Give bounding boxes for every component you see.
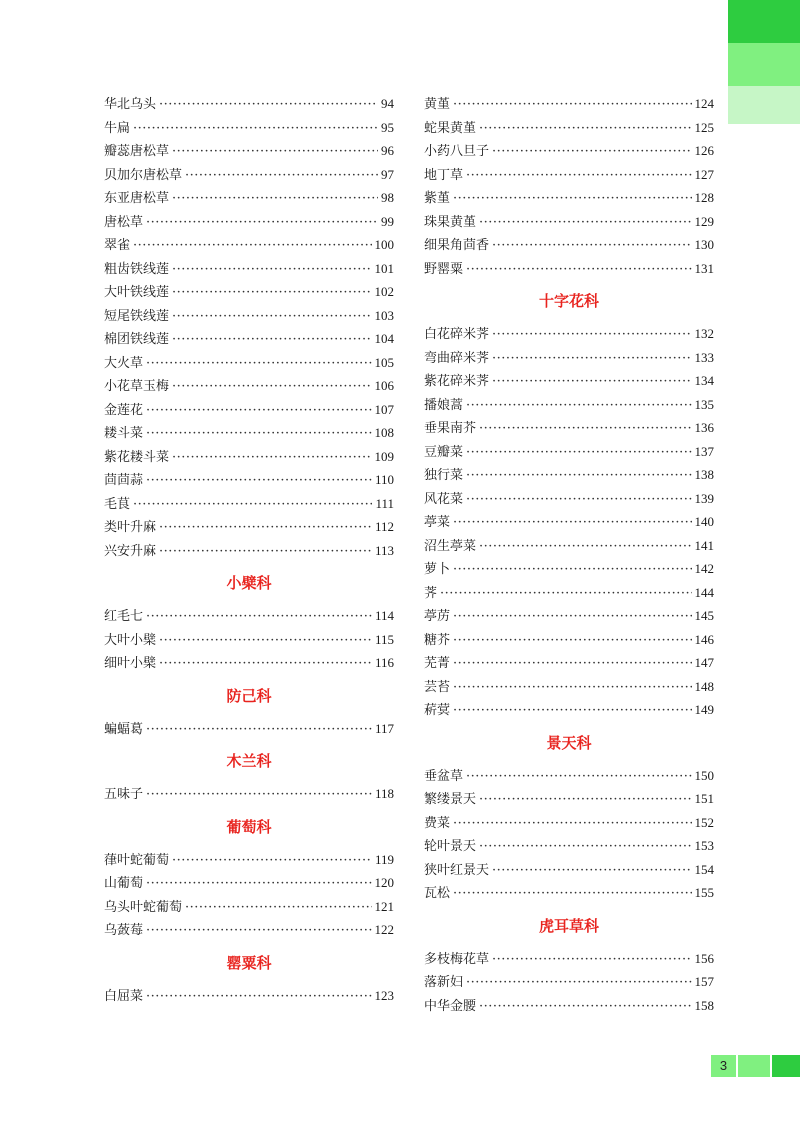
entry-page-number: 149 (694, 702, 714, 717)
entry-name: 大叶小檗 (104, 632, 157, 648)
toc-entry[interactable] (424, 764, 714, 788)
toc-entry[interactable] (104, 468, 394, 492)
entry-name: 繁缕景天 (424, 792, 477, 807)
entry-page-number: 130 (694, 237, 714, 252)
entry-page-number: 151 (694, 791, 714, 806)
dot-leader (440, 582, 691, 606)
toc-entry[interactable] (424, 787, 714, 811)
dot-leader (453, 652, 691, 676)
entry-name: 棉团铁线莲 (104, 332, 170, 347)
entry-name: 狭叶红景天 (424, 862, 490, 878)
entry-name: 沼生葶菜 (424, 538, 477, 554)
dot-leader (172, 187, 378, 211)
footer-bar-dark (770, 1055, 800, 1077)
entry-name: 黄堇 (424, 97, 451, 112)
entry-page-number: 148 (694, 678, 714, 694)
toc-entry[interactable] (424, 881, 714, 905)
entry-page-number: 131 (694, 260, 714, 276)
dot-leader (159, 629, 372, 653)
toc-entry[interactable] (424, 416, 714, 440)
entry-name: 萝卜 (424, 562, 451, 577)
entry-page-number: 133 (694, 349, 714, 365)
toc-entry[interactable] (424, 322, 714, 346)
section-heading: 虎耳草科 (538, 916, 599, 935)
entry-name: 类叶升麻 (104, 520, 157, 535)
toc-entry[interactable] (424, 139, 714, 163)
entry-name: 蛇果黄堇 (424, 120, 477, 136)
corner-tab-medium (728, 43, 800, 86)
toc-entry[interactable] (104, 848, 394, 872)
entry-name: 风花菜 (424, 491, 464, 507)
toc-entry[interactable] (424, 257, 714, 281)
entry-page-number: 136 (694, 420, 714, 435)
toc-entry[interactable] (424, 163, 714, 187)
toc-entry[interactable] (424, 834, 714, 858)
section-heading: 葡萄科 (226, 817, 272, 836)
toc-entry[interactable] (424, 534, 714, 558)
dot-leader (159, 540, 372, 564)
dot-leader (185, 896, 371, 920)
entry-name: 乌头叶蛇葡萄 (104, 899, 183, 915)
dot-leader (172, 258, 371, 282)
entry-page-number: 125 (694, 119, 714, 135)
entry-page-number: 145 (694, 608, 714, 623)
dot-leader (466, 464, 691, 488)
dot-leader (146, 352, 371, 376)
entry-page-number: 140 (694, 514, 714, 529)
entry-name: 粗齿铁线莲 (104, 261, 170, 277)
entry-page-number: 101 (374, 260, 394, 276)
dot-leader (492, 140, 691, 164)
entry-name: 小花草玉梅 (104, 379, 170, 394)
entry-name: 葶苈 (424, 609, 451, 624)
entry-name: 菥蓂 (424, 703, 451, 718)
toc-entry[interactable] (104, 515, 394, 539)
entry-name: 葶菜 (424, 515, 451, 530)
entry-page-number: 137 (694, 443, 714, 459)
entry-name: 细果角茴香 (424, 238, 490, 253)
section-heading: 景天科 (546, 733, 592, 752)
toc-entry[interactable] (104, 280, 394, 304)
entry-page-number: 110 (374, 472, 394, 487)
dot-leader (172, 849, 372, 873)
toc-entry[interactable] (104, 92, 394, 116)
entry-page-number: 115 (374, 631, 394, 647)
dot-leader (466, 488, 691, 512)
entry-page-number: 98 (381, 190, 394, 205)
entry-name: 豆瓣菜 (424, 444, 464, 460)
toc-entry[interactable] (424, 210, 714, 234)
entry-name: 糖芥 (424, 632, 451, 648)
entry-page-number: 100 (374, 237, 394, 252)
entry-page-number: 135 (694, 396, 714, 412)
dot-leader (172, 305, 371, 329)
dot-leader (453, 511, 691, 535)
toc-entry[interactable] (424, 858, 714, 882)
dot-leader (453, 629, 691, 653)
toc-entry[interactable] (104, 210, 394, 234)
dot-leader (466, 394, 691, 418)
entry-name: 紫花碎米荠 (424, 374, 490, 389)
toc-entry[interactable] (424, 651, 714, 675)
entry-page-number: 96 (381, 143, 394, 158)
dot-leader (466, 441, 691, 465)
dot-leader (133, 117, 378, 141)
entry-page-number: 111 (375, 495, 394, 511)
dot-leader (159, 93, 378, 117)
dot-leader (453, 93, 691, 117)
entry-name: 葎叶蛇葡萄 (104, 852, 170, 868)
dot-leader (146, 872, 371, 896)
dot-leader (479, 417, 691, 441)
toc-entry[interactable] (104, 398, 394, 422)
page-number: 3 (711, 1055, 736, 1077)
entry-name: 耧斗菜 (104, 426, 144, 441)
dot-leader (185, 164, 378, 188)
toc-entry[interactable] (104, 163, 394, 187)
entry-name: 兴安升麻 (104, 543, 157, 559)
toc-entry[interactable] (424, 581, 714, 605)
dot-leader (453, 699, 691, 723)
toc-entry[interactable] (424, 186, 714, 210)
entry-name: 轮叶景天 (424, 839, 477, 854)
entry-name: 垂果南芥 (424, 421, 477, 436)
dot-leader (172, 140, 378, 164)
section-heading: 小檗科 (226, 574, 272, 592)
entry-page-number: 141 (694, 537, 714, 553)
entry-page-number: 127 (694, 166, 714, 182)
toc-entry[interactable] (424, 393, 714, 417)
entry-page-number: 102 (374, 284, 394, 299)
dot-leader (453, 605, 691, 629)
dot-leader (479, 117, 691, 141)
toc-entry[interactable] (424, 557, 714, 581)
entry-name: 牛扁 (104, 120, 131, 136)
toc-entry[interactable] (104, 984, 394, 1008)
page-number-footer (711, 1055, 800, 1077)
toc-entry[interactable] (424, 369, 714, 393)
entry-name: 毛茛 (104, 496, 131, 512)
dot-leader (146, 985, 371, 1009)
entry-page-number: 150 (694, 767, 714, 783)
dot-leader (146, 718, 372, 742)
dot-leader (466, 164, 691, 188)
toc-entry[interactable] (424, 947, 714, 971)
dot-leader (172, 446, 371, 470)
toc-entry[interactable] (424, 346, 714, 370)
entry-name: 播娘蒿 (424, 397, 464, 413)
entry-page-number: 105 (374, 354, 394, 370)
entry-page-number: 147 (694, 655, 714, 670)
entry-page-number: 107 (374, 401, 394, 417)
dot-leader (479, 211, 691, 235)
toc-entry[interactable] (104, 782, 394, 806)
entry-page-number: 94 (381, 96, 394, 111)
entry-name: 红毛七 (104, 609, 144, 624)
section-heading: 木兰科 (226, 752, 272, 770)
entry-name: 白屈菜 (104, 988, 144, 1004)
toc-right-column (424, 92, 714, 1017)
toc-entry[interactable] (424, 994, 714, 1018)
toc-entry[interactable] (104, 604, 394, 628)
toc-entry[interactable] (424, 628, 714, 652)
dot-leader (172, 375, 371, 399)
entry-page-number: 106 (374, 378, 394, 393)
entry-name: 瓦松 (424, 886, 451, 901)
entry-page-number: 95 (381, 119, 394, 135)
toc-entry[interactable] (424, 510, 714, 534)
entry-name: 金莲花 (104, 402, 144, 418)
entry-name: 垂盆草 (424, 768, 464, 784)
entry-page-number: 113 (374, 542, 394, 558)
entry-name: 贝加尔唐松草 (104, 167, 183, 183)
entry-page-number: 139 (694, 490, 714, 506)
dot-leader (159, 516, 372, 540)
entry-name: 蝙蝠葛 (104, 721, 144, 737)
entry-name: 山葡萄 (104, 876, 144, 891)
entry-name: 唐松草 (104, 214, 144, 230)
footer-bar-light (736, 1055, 770, 1077)
dot-leader (453, 676, 691, 700)
entry-name: 白花碎米荠 (424, 327, 490, 342)
entry-name: 翠雀 (104, 238, 131, 253)
dot-leader (133, 234, 371, 258)
section-heading: 罂粟科 (226, 953, 272, 972)
entry-name: 芜菁 (424, 656, 451, 671)
entry-name: 野罂粟 (424, 261, 464, 277)
toc-entry[interactable] (424, 604, 714, 628)
entry-page-number: 132 (694, 326, 714, 341)
section-heading: 防己科 (226, 686, 272, 705)
entry-page-number: 124 (694, 96, 714, 111)
section-heading: 十字花科 (538, 292, 599, 310)
toc-entry[interactable] (424, 440, 714, 464)
dot-leader (466, 765, 691, 789)
entry-page-number: 109 (374, 448, 394, 464)
entry-page-number: 153 (694, 838, 714, 853)
entry-page-number: 114 (374, 608, 394, 623)
dot-leader (492, 323, 691, 347)
toc-entry[interactable] (424, 970, 714, 994)
dot-leader (146, 399, 371, 423)
entry-name: 华北乌头 (104, 97, 157, 112)
toc-entry[interactable] (424, 811, 714, 835)
toc-entry[interactable] (104, 717, 394, 741)
dot-leader (172, 281, 371, 305)
dot-leader (146, 211, 378, 235)
entry-name: 地丁草 (424, 167, 464, 183)
entry-name: 大火草 (104, 355, 144, 371)
toc-entry[interactable] (104, 186, 394, 210)
dot-leader (492, 234, 691, 258)
entry-page-number: 97 (381, 166, 394, 182)
dot-leader (479, 835, 691, 859)
dot-leader (146, 783, 372, 807)
entry-page-number: 103 (374, 307, 394, 323)
entry-page-number: 112 (374, 519, 394, 534)
entry-page-number: 154 (694, 861, 714, 877)
toc-entry[interactable] (104, 351, 394, 375)
entry-name: 落新妇 (424, 975, 464, 990)
entry-page-number: 156 (694, 950, 714, 966)
entry-name: 小药八旦子 (424, 144, 490, 159)
entry-page-number: 144 (694, 584, 714, 600)
entry-name: 大叶铁线莲 (104, 285, 170, 300)
toc-entry[interactable] (104, 257, 394, 281)
toc-entry[interactable] (424, 463, 714, 487)
dot-leader (146, 469, 372, 493)
dot-leader (492, 948, 691, 972)
toc-entry[interactable] (104, 233, 394, 257)
entry-name: 独行菜 (424, 468, 464, 483)
entry-page-number: 117 (374, 720, 394, 736)
dot-leader (146, 919, 371, 943)
entry-name: 五味子 (104, 787, 144, 802)
toc-entry[interactable] (424, 233, 714, 257)
dot-leader (466, 971, 691, 995)
entry-page-number: 122 (374, 922, 394, 937)
dot-leader (159, 652, 372, 676)
toc-entry[interactable] (104, 918, 394, 942)
entry-page-number: 138 (694, 467, 714, 482)
toc-entry[interactable] (104, 304, 394, 328)
dot-leader (492, 347, 691, 371)
toc-entry[interactable] (104, 445, 394, 469)
dot-leader (453, 882, 691, 906)
toc-entry[interactable] (104, 116, 394, 140)
entry-name: 紫堇 (424, 191, 451, 206)
dot-leader (453, 812, 691, 836)
corner-tab-light (728, 86, 800, 124)
entry-name: 紫花耧斗菜 (104, 449, 170, 465)
dot-leader (146, 422, 371, 446)
dot-leader (146, 605, 372, 629)
entry-name: 弯曲碎米荠 (424, 350, 490, 366)
dot-leader (133, 493, 372, 517)
entry-name: 费菜 (424, 815, 451, 831)
dot-leader (453, 558, 691, 582)
corner-tab-dark (728, 0, 800, 43)
dot-leader (172, 328, 371, 352)
toc-entry[interactable] (104, 539, 394, 563)
entry-page-number: 128 (694, 190, 714, 205)
dot-leader (466, 258, 691, 282)
entry-page-number: 155 (694, 885, 714, 900)
entry-page-number: 157 (694, 974, 714, 989)
entry-name: 短尾铁线莲 (104, 308, 170, 324)
toc-left-column (104, 92, 394, 1007)
entry-page-number: 121 (374, 898, 394, 914)
entry-name: 乌蔹莓 (104, 923, 144, 938)
entry-name: 芸苔 (424, 679, 451, 695)
toc-entry[interactable] (104, 628, 394, 652)
entry-name: 东亚唐松草 (104, 191, 170, 206)
entry-page-number: 146 (694, 631, 714, 647)
toc-entry[interactable] (104, 895, 394, 919)
toc-entry[interactable] (104, 327, 394, 351)
entry-page-number: 99 (381, 213, 394, 229)
entry-page-number: 126 (694, 143, 714, 158)
toc-entry[interactable] (424, 698, 714, 722)
dot-leader (492, 859, 691, 883)
entry-name: 中华金腰 (424, 998, 477, 1014)
dot-leader (479, 788, 691, 812)
entry-name: 珠果黄堇 (424, 214, 477, 230)
dot-leader (492, 370, 691, 394)
dot-leader (479, 535, 691, 559)
toc-entry[interactable] (104, 421, 394, 445)
entry-page-number: 129 (694, 213, 714, 229)
toc-entry[interactable] (104, 492, 394, 516)
entry-page-number: 152 (694, 814, 714, 830)
entry-page-number: 123 (374, 987, 394, 1003)
entry-page-number: 118 (374, 786, 394, 801)
entry-page-number: 104 (374, 331, 394, 346)
toc-entry[interactable] (424, 92, 714, 116)
entry-name: 荠 (424, 585, 438, 601)
toc-entry[interactable] (424, 487, 714, 511)
entry-page-number: 120 (374, 875, 394, 890)
entry-page-number: 158 (694, 997, 714, 1013)
toc-entry[interactable] (104, 374, 394, 398)
toc-entry[interactable] (424, 116, 714, 140)
entry-name: 瓣蕊唐松草 (104, 144, 170, 159)
toc-entry[interactable] (104, 651, 394, 675)
entry-name: 多枝梅花草 (424, 951, 490, 967)
toc-entry[interactable] (104, 871, 394, 895)
entry-page-number: 119 (374, 851, 394, 867)
dot-leader (453, 187, 691, 211)
entry-page-number: 116 (374, 655, 394, 670)
entry-page-number: 142 (694, 561, 714, 576)
toc-entry[interactable] (424, 675, 714, 699)
entry-page-number: 134 (694, 373, 714, 388)
entry-name: 茴茴蒜 (104, 473, 144, 488)
entry-name: 细叶小檗 (104, 656, 157, 671)
toc-entry[interactable] (104, 139, 394, 163)
dot-leader (479, 995, 691, 1019)
entry-page-number: 108 (374, 425, 394, 440)
